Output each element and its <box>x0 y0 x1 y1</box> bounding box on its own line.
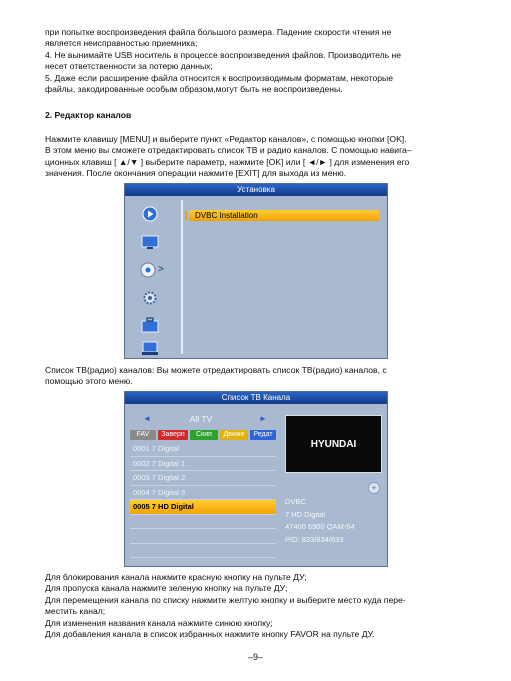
info-type: DVBC <box>285 497 306 506</box>
intro-paragraph <box>45 27 475 95</box>
channel-row[interactable]: 0001 7 Digital <box>130 442 276 457</box>
intro-line: при попытке воспроизведения файла большого размера. Падение скорости чтения не <box>45 27 392 37</box>
channel-row-selected[interactable]: 0005 7 HD Digital <box>130 500 276 515</box>
instructions <box>45 572 475 640</box>
intro-line: 4. Не вынимайте USB носитель в процессе воспроизведения файлов. Производитель не <box>45 49 402 60</box>
intro-line: является неисправностью приемника; <box>45 38 198 49</box>
menu-item-dvbc-installation[interactable]: DVBC Installation <box>189 210 379 221</box>
intro-line: 5. Даже если расширение файла относится к воспроизводимым форматам, некоторые <box>45 72 393 83</box>
channel-row-empty <box>130 544 276 559</box>
section-line: Нажмите клавишу [MENU] и выберите пункт «Редактор каналов», с помощью кнопки [OK]. <box>45 134 407 144</box>
channel-preview: HYUNDAI <box>285 415 382 473</box>
channel-rows <box>130 442 276 558</box>
intro-line: несет ответственности за потерю данных; <box>45 61 213 72</box>
caption-line: помощью этого меню. <box>45 376 133 387</box>
gear-icon[interactable] <box>141 290 159 306</box>
channel-row[interactable]: 0004 7 Digital 3 <box>130 486 276 501</box>
category-label: All TV <box>189 414 213 424</box>
category-selector[interactable] <box>131 414 271 426</box>
chevron-right-icon: > <box>158 264 164 275</box>
setup-icon-column <box>129 200 175 354</box>
caption-line: Список ТВ(радио) каналов: Вы можете отредактировать список ТВ(радио) каналов, с <box>45 365 387 375</box>
lock-key-red[interactable]: Заверп <box>158 430 188 440</box>
instruction-line: местить канал; <box>45 606 106 617</box>
tv-icon[interactable] <box>141 234 159 250</box>
intro-line: файлы, закодированные особым образом,могут быть не воспроизведены. <box>45 84 343 95</box>
zoom-icon: + <box>368 482 380 494</box>
setup-title: Установка <box>125 184 387 196</box>
right-arrow-icon[interactable]: ► <box>259 414 267 423</box>
edit-key-blue[interactable]: Редат <box>250 430 276 440</box>
fav-key[interactable]: FAV <box>130 430 156 440</box>
info-freq: 47400 6900 QAM-64 <box>285 522 355 531</box>
selection-marker <box>185 211 187 220</box>
list-caption <box>45 365 475 388</box>
section-paragraph <box>45 134 475 180</box>
section-line: ционных клавиш [ ▲/▼ ] выберите параметр, нажмите [OK] или [ ◄/► ] для изменения его <box>45 156 410 167</box>
section-line: В этом меню вы сможете отредактировать список ТВ и радио каналов. С помощью навига– <box>45 145 412 156</box>
channel-row[interactable]: 0002 7 Digital 1 <box>130 457 276 472</box>
tv-stand-icon[interactable] <box>141 340 159 356</box>
channel-info <box>285 496 385 546</box>
info-pid: PID: 833/834/833 <box>285 534 344 544</box>
page-number: –9– <box>247 652 264 662</box>
instruction-line: Для блокирования канала нажмите красную кнопку на пульте ДУ; <box>45 572 307 582</box>
left-arrow-icon[interactable]: ◄ <box>143 414 151 423</box>
skip-key-green[interactable]: Скип <box>190 430 218 440</box>
channel-row-empty <box>130 529 276 544</box>
section-heading: 2. Редактор каналов <box>45 110 132 120</box>
info-name: 7 HD Digital <box>285 509 326 519</box>
setup-menu-screen <box>124 183 388 359</box>
toolbox-icon[interactable] <box>141 317 159 333</box>
instruction-line: Для изменения названия канала нажмите синюю кнопку; <box>45 617 273 628</box>
play-icon[interactable] <box>141 206 159 222</box>
tv-channel-list-screen <box>124 391 388 567</box>
instruction-line: Для перемещения канала по списку нажмите желтую кнопку и выберите место куда пере- <box>45 594 406 605</box>
section-line: значения. После окончания операции нажмите [EXIT] для выхода из меню. <box>45 168 347 179</box>
color-key-bar <box>130 430 276 440</box>
tv-list-title: Список ТВ Канала <box>125 392 387 404</box>
move-key-yellow[interactable]: Движе <box>220 430 248 440</box>
channel-row[interactable]: 0003 7 Digital 2 <box>130 471 276 486</box>
setup-divider <box>181 200 183 354</box>
channel-row-empty <box>130 515 276 530</box>
instruction-line: Для добавления канала в список избранных нажмите кнопку FAVOR на пульте ДУ. <box>45 629 375 640</box>
disc-icon[interactable] <box>139 262 157 278</box>
instruction-line: Для пропуска канала нажмите зеленую кнопку на пульте ДУ; <box>45 583 288 594</box>
